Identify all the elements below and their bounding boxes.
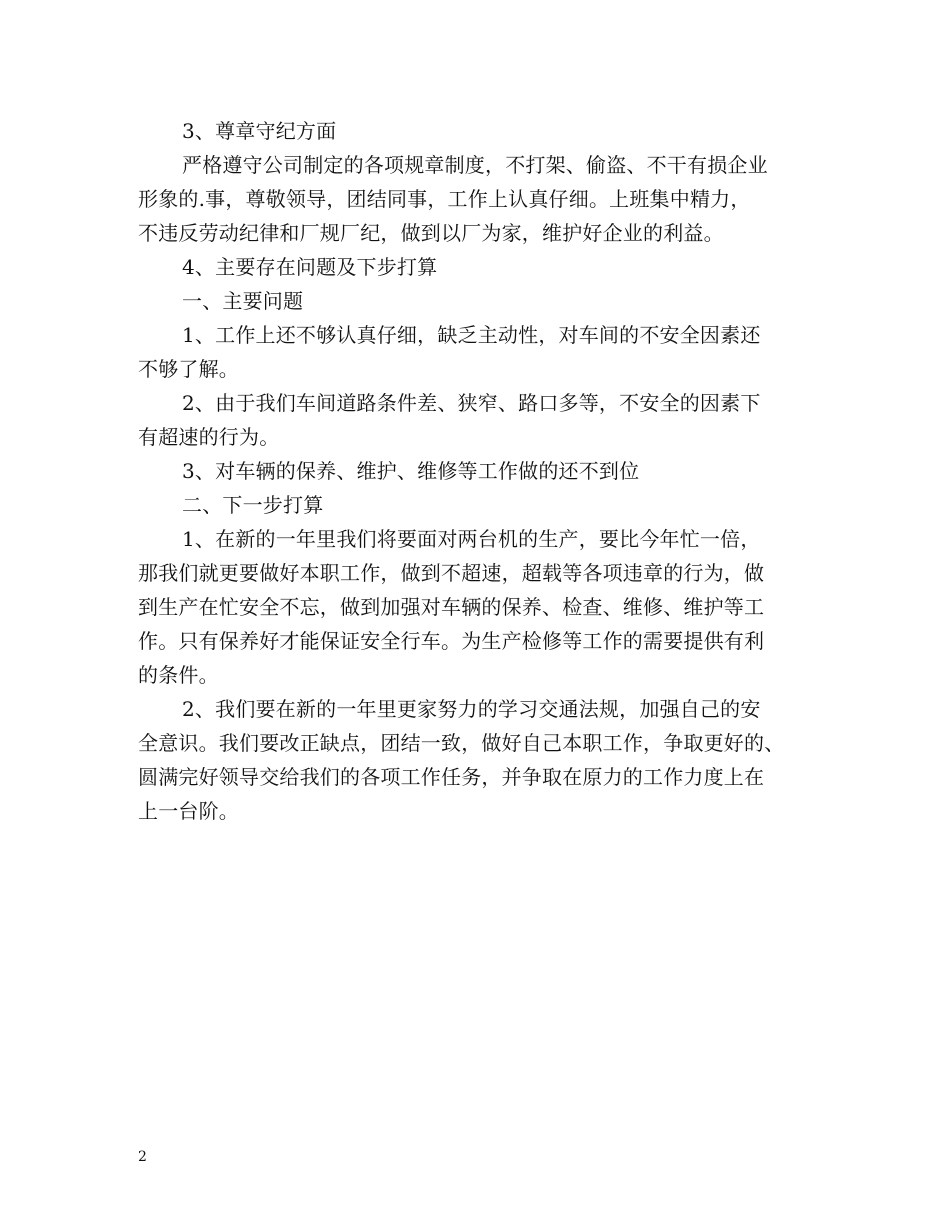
- paragraph-line: 2、我们要在新的一年里更家努力的学习交通法规，加强自己的安: [182, 697, 761, 721]
- paragraph-line: 3、对车辆的保养、维护、维修等工作做的还不到位: [182, 459, 640, 483]
- section-heading: 3、尊章守纪方面: [182, 119, 337, 143]
- paragraph-line: 不够了解。: [138, 357, 239, 381]
- page-number: 2: [138, 1149, 147, 1165]
- paragraph-line: 有超速的行为。: [138, 425, 280, 449]
- paragraph-line: 作。只有保养好才能保证安全行车。为生产检修等工作的需要提供有利: [138, 629, 765, 653]
- paragraph-line: 1、在新的一年里我们将要面对两台机的生产，要比今年忙一倍，: [182, 527, 761, 551]
- paragraph-line: 1、工作上还不够认真仔细，缺乏主动性，对车间的不安全因素还: [182, 323, 761, 347]
- paragraph-line: 全意识。我们要改正缺点，团结一致，做好自己本职工作，争取更好的、: [138, 731, 785, 755]
- paragraph-line: 的条件。: [138, 663, 219, 687]
- paragraph-line: 圆满完好领导交给我们的各项工作任务，并争取在原力的工作力度上在: [138, 765, 765, 789]
- paragraph-line: 那我们就更要做好本职工作，做到不超速，超载等各项违章的行为，做: [138, 561, 765, 585]
- document-body: [138, 114, 818, 828]
- section-heading: 4、主要存在问题及下步打算: [182, 255, 438, 279]
- paragraph-line: 上一台阶。: [138, 799, 239, 823]
- paragraph-line: 到生产在忙安全不忘，做到加强对车辆的保养、检查、维修、维护等工: [138, 595, 765, 619]
- paragraph-line: 形象的.事，尊敬领导，团结同事，工作上认真仔细。上班集中精力，: [138, 187, 751, 211]
- subsection-heading: 一、主要问题: [182, 289, 304, 313]
- paragraph-line: 不违反劳动纪律和厂规厂纪，做到以厂为家，维护好企业的利益。: [138, 221, 724, 245]
- paragraph-line: 2、由于我们车间道路条件差、狭窄、路口多等，不安全的因素下: [182, 391, 761, 415]
- paragraph-line: 严格遵守公司制定的各项规章制度，不打架、偷盗、不干有损企业: [182, 153, 768, 177]
- subsection-heading: 二、下一步打算: [182, 493, 324, 517]
